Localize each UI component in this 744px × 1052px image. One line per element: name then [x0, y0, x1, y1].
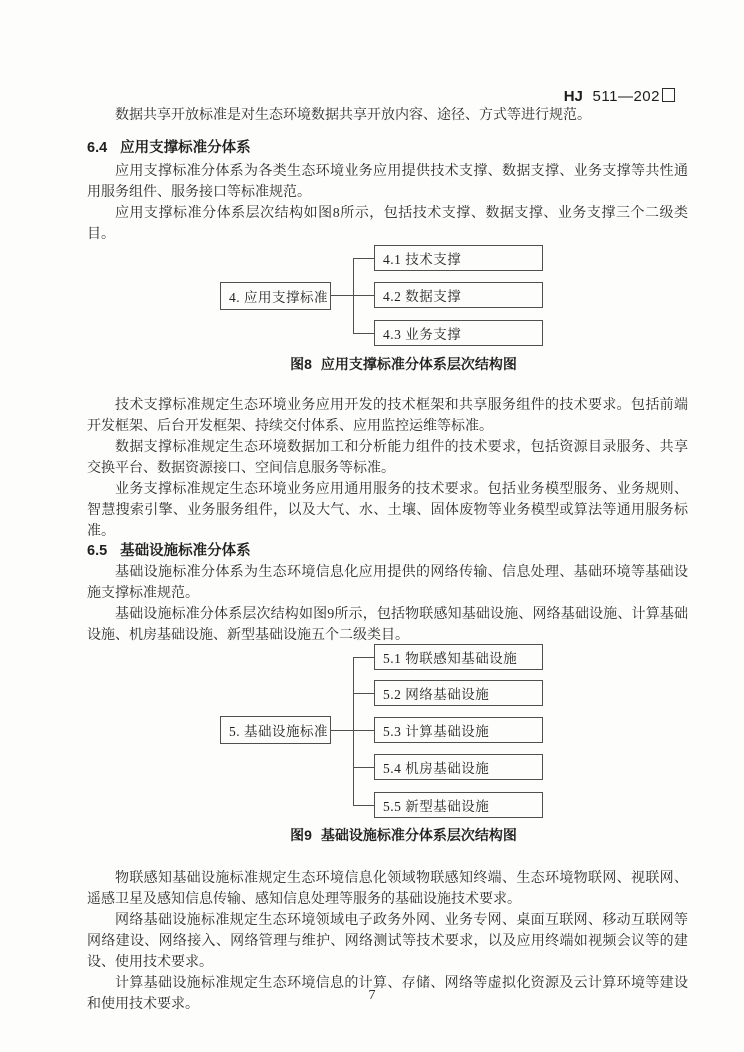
connector-line — [353, 333, 374, 334]
document-code-header — [87, 88, 688, 105]
figure8-caption — [103, 356, 704, 373]
connector-line — [353, 258, 354, 334]
paragraph-business-support: 业务支撑标准规定生态环境业务应用通用服务的技术要求。包括业务模型服务、业务规则、智慧搜索引擎、业务服务组件，以及大气、水、土壤、固体废物等业务模型或算法等通用服务标准。 — [87, 482, 688, 539]
figure9-caption-title: 基础设施标准分体系层次结构图 — [320, 827, 517, 843]
figure9-child-node: 5.2 网络基础设施 — [374, 680, 543, 706]
section-title: 基础设施标准分体系 — [120, 543, 251, 559]
figure8-child-node: 4.1 技术支撑 — [374, 245, 543, 271]
paragraph-network-infrastructure: 网络基础设施标准规定生态环境领域电子政务外网、业务专网、桌面互联网、移动互联网等网络建设、网络接入、网络管理与维护、网络测试等技术要求，以及应用终端如视频会议等的建设、使用技术要求。 — [87, 913, 688, 970]
connector-line — [353, 693, 374, 694]
connector-line — [353, 258, 374, 259]
paragraph-6-4-overview: 应用支撑标准分体系为各类生态环境业务应用提供技术支撑、数据支撑、业务支撑等共性通用服务组件、服务接口等标准规范。 — [87, 164, 688, 200]
paragraph-tech-support: 技术支撑标准规定生态环境业务应用开发的技术框架和共享服务组件的技术要求。包括前端开发框架、后台开发框架、持续交付体系、应用监控运维等标准。 — [87, 398, 688, 434]
paragraph-6-4-structure: 应用支撑标准分体系层次结构如图8所示，包括技术支撑、数据支撑、业务支撑三个二级类目。 — [87, 206, 688, 242]
figure9-caption-label: 图9 — [290, 827, 312, 843]
figure9-child-node: 5.1 物联感知基础设施 — [374, 644, 543, 670]
figure9-caption — [103, 827, 704, 844]
figure8-caption-label: 图8 — [290, 356, 312, 372]
connector-line — [353, 805, 374, 806]
connector-line — [353, 657, 354, 805]
standard-prefix: HJ — [563, 88, 583, 105]
paragraph-computing-infrastructure: 计算基础设施标准规定生态环境信息的计算、存储、网络等虚拟化资源及云计算环境等建设和使用技术要求。 — [87, 976, 688, 1012]
blank-year-box — [662, 88, 675, 102]
standard-number: 511—202 — [592, 88, 660, 105]
connector-line — [353, 657, 374, 658]
figure9-child-node: 5.5 新型基础设施 — [374, 792, 543, 818]
figure8-root-node: 4. 应用支撑标准 — [220, 282, 331, 310]
section-number: 6.4 — [87, 140, 108, 156]
figure8-diagram — [220, 245, 543, 346]
figure8-caption-title: 应用支撑标准分体系层次结构图 — [320, 356, 517, 372]
figure9-diagram — [220, 644, 543, 818]
paragraph-block-support-standards — [87, 395, 688, 542]
paragraph-6-5-structure: 基础设施标准分体系层次结构如图9所示，包括物联感知基础设施、网络基础设施、计算基础设施、机房基础设施、新型基础设施五个二级类目。 — [87, 607, 688, 643]
figure9-child-node: 5.4 机房基础设施 — [374, 754, 543, 780]
page-content — [87, 0, 688, 1015]
paragraph-data-support: 数据支撑标准规定生态环境数据加工和分析能力组件的技术要求，包括资源目录服务、共享交换平台、数据资源接口、空间信息服务等标准。 — [87, 440, 688, 476]
section-number: 6.5 — [87, 543, 108, 559]
paragraph-data-sharing: 数据共享开放标准是对生态环境数据共享开放内容、途径、方式等进行规范。 — [115, 108, 591, 123]
figure9-child-node: 5.3 计算基础设施 — [374, 717, 543, 743]
paragraph-iot-infrastructure: 物联感知基础设施标准规定生态环境信息化领域物联感知终端、生态环境物联网、视联网、遥感卫星及感知信息传输、感知信息处理等服务的基础设施技术要求。 — [87, 871, 688, 907]
figure9-root-node: 5. 基础设施标准 — [220, 716, 331, 744]
section-title: 应用支撑标准分体系 — [120, 140, 251, 156]
paragraph-6-5-overview: 基础设施标准分体系为生态环境信息化应用提供的网络传输、信息处理、基础环境等基础设施支撑标准规范。 — [87, 565, 688, 601]
section-heading-6-4 — [87, 140, 688, 156]
page-number: 7 — [368, 988, 376, 1003]
figure8-child-node: 4.2 数据支撑 — [374, 282, 543, 308]
connector-line — [353, 767, 374, 768]
section-heading-6-5 — [87, 543, 688, 559]
figure8-child-node: 4.3 业务支撑 — [374, 320, 543, 346]
